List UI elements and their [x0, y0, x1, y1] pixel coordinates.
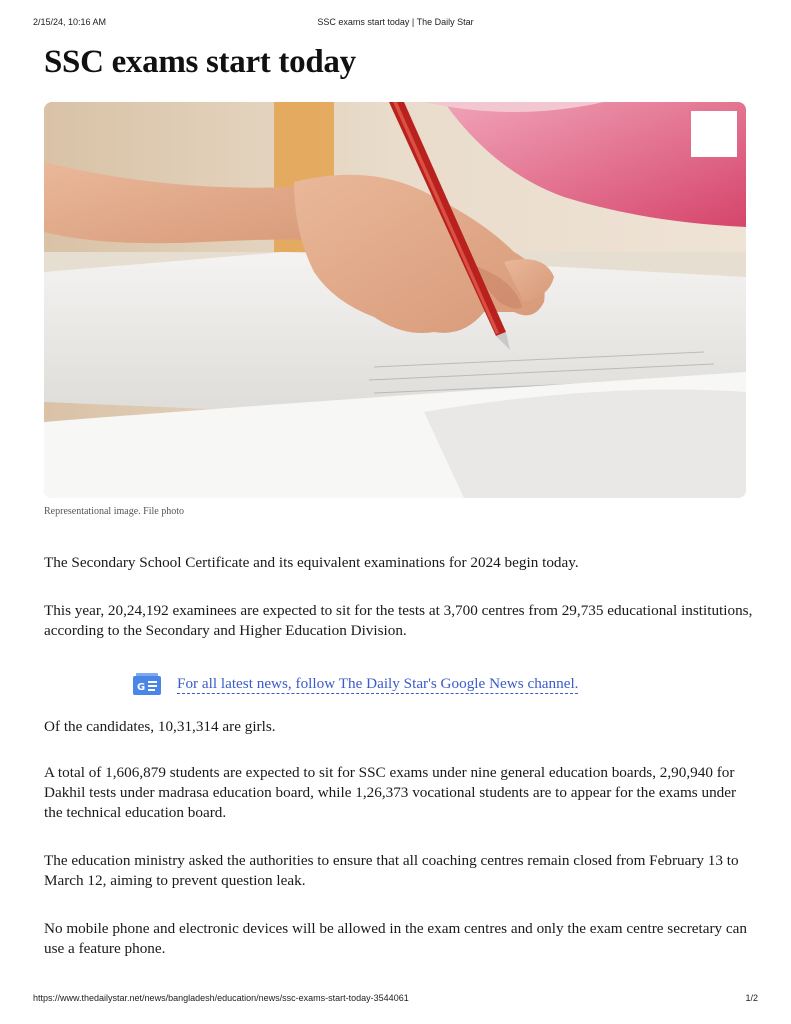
exam-writing-photo	[44, 102, 746, 498]
paragraph-5: The education ministry asked the authorities to ensure that all coaching centres remain closed from February 13 to March 12, aiming to prevent question leak.	[44, 852, 739, 889]
print-header	[0, 17, 791, 31]
paragraph-1: The Secondary School Certificate and its equivalent examinations for 2024 begin today.	[44, 554, 579, 571]
article-image	[44, 102, 746, 498]
print-url: https://www.thedailystar.net/news/bangladesh/education/news/ssc-exams-start-today-3544061	[33, 993, 409, 1003]
google-news-icon	[133, 673, 161, 695]
image-badge	[691, 111, 737, 157]
paragraph-6: No mobile phone and electronic devices will be allowed in the exam centres and only the exam centre secretary can use a feature phone.	[44, 920, 747, 957]
paragraph-4: A total of 1,606,879 students are expected to sit for SSC exams under nine general education boards, 2,90,940 for Dakhil tests under madrasa education board, while 1,26,373 vocational students are to appear for the exams under the technical education board.	[44, 764, 737, 821]
paragraph-2: This year, 20,24,192 examinees are expected to sit for the tests at 3,700 centres from 29,735 educational institutions, according to the Secondary and Higher Education Division.	[44, 602, 753, 639]
image-caption: Representational image. File photo	[44, 506, 184, 517]
paragraph-3: Of the candidates, 10,31,314 are girls.	[44, 718, 276, 735]
google-news-follow	[133, 672, 578, 696]
google-news-link[interactable]: For all latest news, follow The Daily Star's Google News channel.	[177, 674, 579, 692]
print-page-title: SSC exams start today | The Daily Star	[317, 17, 474, 27]
article-headline: SSC exams start today	[44, 44, 356, 80]
print-datetime: 2/15/24, 10:16 AM	[33, 17, 107, 27]
print-page-number: 1/2	[745, 993, 758, 1003]
svg-text:G: G	[137, 682, 146, 693]
